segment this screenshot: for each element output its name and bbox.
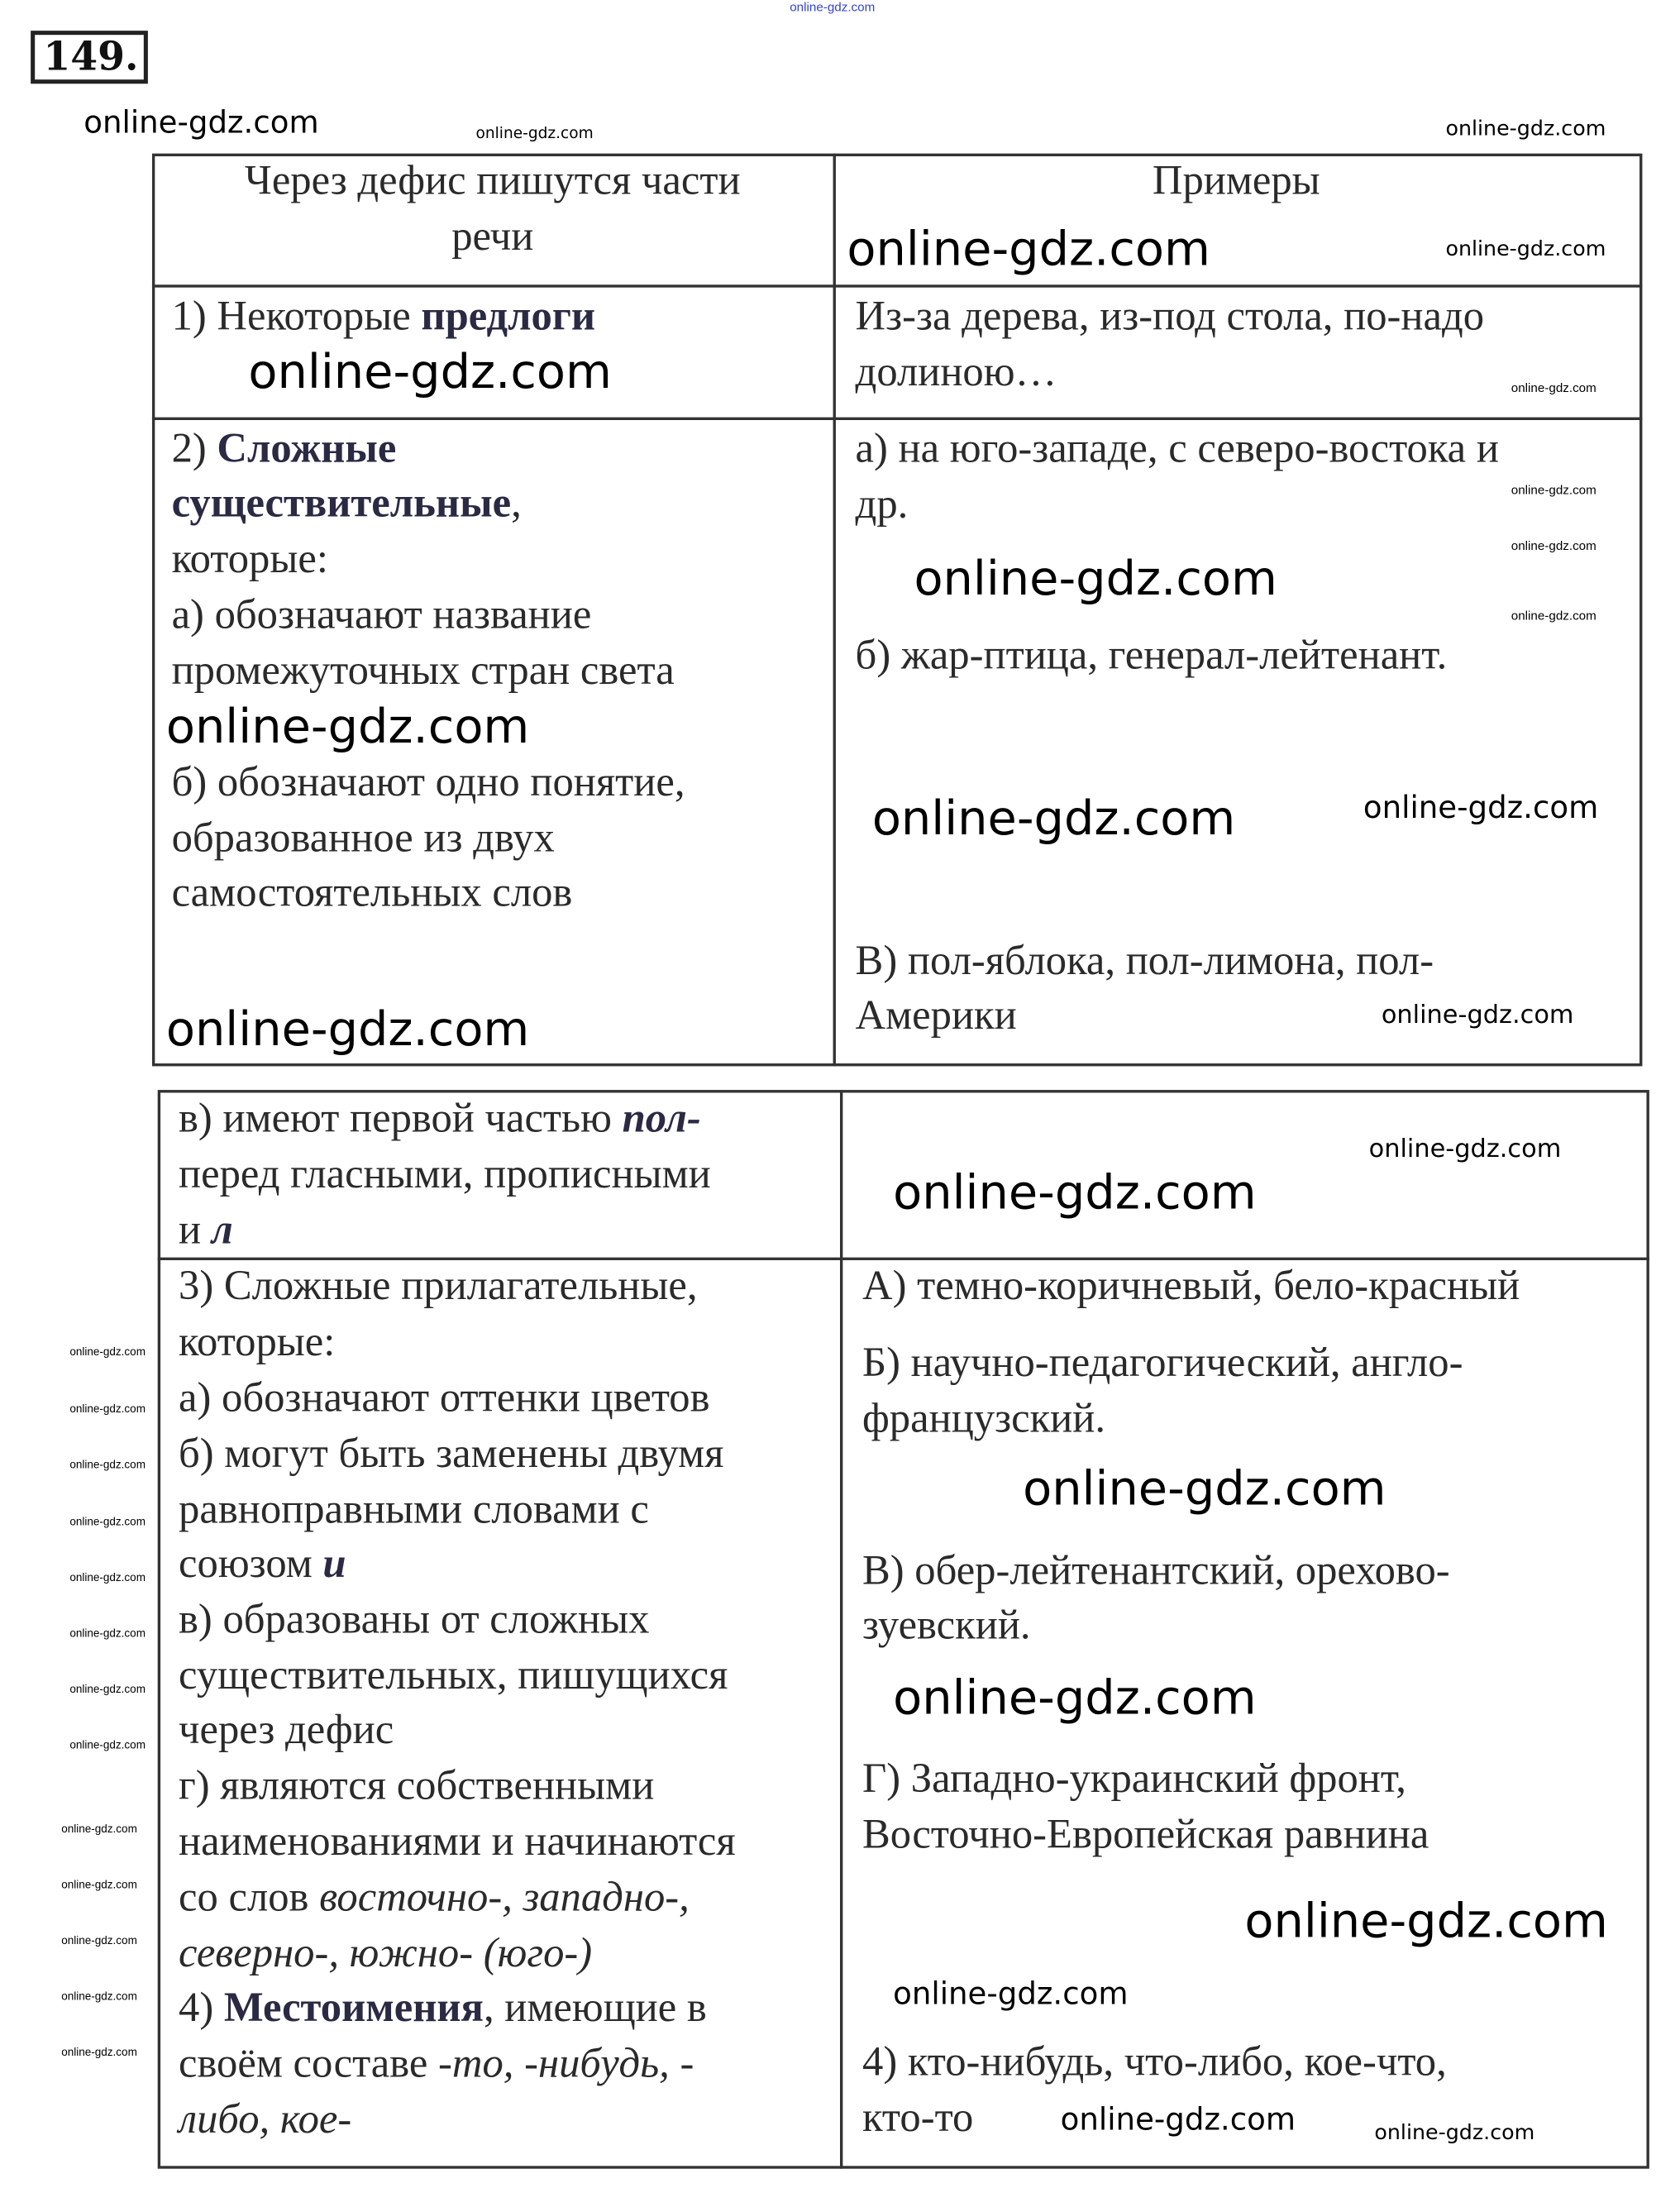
bold-term: предлоги	[421, 293, 596, 340]
text-segment: б) жар-птица, генерал-лейтенант.	[855, 632, 1448, 679]
row-4-left-line	[179, 1983, 707, 2033]
bold-term: существительные	[171, 480, 512, 527]
text-segment: ,	[511, 480, 522, 527]
watermark: online-gdz.com	[1511, 537, 1596, 552]
watermark: online-gdz.com	[69, 1516, 146, 1529]
text-segment: а) обозначают название	[171, 591, 592, 638]
row-4-left-line	[179, 1705, 394, 1756]
watermark: online-gdz.com	[1374, 2119, 1535, 2145]
row-4-left-line	[179, 1317, 335, 1368]
text-segment: Из-за дерева, из-под стола, по-надо	[855, 293, 1485, 340]
row-3-left-line	[179, 1206, 233, 1256]
row-4-left-line	[179, 1595, 649, 1646]
header-left-line: Через дефис пишутся части	[244, 157, 741, 204]
row-1-right-line	[856, 347, 1057, 398]
row-4-right-line	[862, 1339, 1463, 1389]
watermark: online-gdz.com	[69, 1627, 146, 1641]
watermark: online-gdz.com	[1381, 1001, 1574, 1030]
text-segment: 2)	[171, 425, 217, 472]
text-segment: А) темно-коричневый, бело-красный	[861, 1263, 1520, 1310]
row-3-left-line	[179, 1094, 701, 1144]
text-segment: французский.	[861, 1395, 1106, 1442]
text-segment: которые:	[171, 536, 328, 582]
watermark: online-gdz.com	[61, 1934, 137, 1947]
table-1-row-divider	[152, 418, 1642, 420]
bold-term: пол-	[622, 1095, 701, 1142]
text-segment: др.	[855, 481, 909, 528]
row-2-left-line	[172, 757, 685, 808]
text-segment: существительных, пишущихся	[179, 1652, 728, 1698]
bold-term: Сложные	[217, 425, 397, 472]
watermark: online-gdz.com	[69, 1739, 146, 1752]
watermark: online-gdz.com	[69, 1402, 146, 1416]
watermark: online-gdz.com	[871, 791, 1236, 847]
row-2-right-line	[856, 631, 1448, 681]
bold-term: л	[211, 1206, 233, 1254]
watermark: online-gdz.com	[1511, 482, 1596, 497]
row-3-left-line	[179, 1150, 711, 1201]
watermark: online-gdz.com	[1060, 2103, 1296, 2138]
watermark: online-gdz.com	[61, 1990, 137, 2004]
row-1-right-line	[856, 292, 1484, 342]
watermark: online-gdz.com	[893, 1164, 1257, 1221]
row-4-left-line	[179, 2095, 351, 2145]
watermark: online-gdz.com	[84, 105, 319, 141]
text-segment: 1) Некоторые	[171, 293, 422, 340]
row-4-right-line	[862, 1810, 1429, 1861]
watermark: online-gdz.com	[61, 1878, 137, 1892]
watermark: online-gdz.com	[790, 0, 876, 14]
row-4-left-line	[179, 1873, 690, 1923]
watermark: online-gdz.com	[69, 1458, 146, 1472]
row-4-left-line	[179, 1817, 736, 1867]
text-segment: со слов	[179, 1874, 320, 1921]
table-2-column-divider	[840, 1090, 842, 2169]
text-segment: б) могут быть заменены двумя	[179, 1430, 724, 1477]
watermark: online-gdz.com	[61, 1823, 137, 1836]
row-4-left-line	[179, 1262, 698, 1312]
watermark: online-gdz.com	[69, 1683, 146, 1696]
row-2-left-line	[172, 868, 573, 919]
watermark: online-gdz.com	[475, 124, 594, 143]
text-segment: которые:	[179, 1318, 336, 1365]
text-segment: зуевский.	[861, 1602, 1031, 1649]
text-segment: в) имеют первой частью	[179, 1095, 623, 1142]
header-right-line: Примеры	[1152, 157, 1320, 204]
text-segment: Америки	[855, 991, 1017, 1039]
text-segment: кто-то	[861, 2095, 974, 2141]
italic-term: восточно-, западно-,	[319, 1874, 690, 1921]
text-segment: своём составе	[179, 2040, 439, 2087]
row-2-right-line	[856, 424, 1499, 475]
text-segment: , имеющие в	[483, 1984, 707, 2031]
italic-term: северно-, южно- (юго-)	[179, 1930, 593, 1976]
text-segment: Восточно-Европейская равнина	[861, 1811, 1429, 1858]
row-4-left-line	[179, 1373, 709, 1424]
text-segment: долиною…	[855, 348, 1057, 395]
watermark: online-gdz.com	[1244, 1893, 1608, 1950]
row-2-right-line	[856, 991, 1017, 1041]
row-4-right-line	[862, 1754, 1406, 1804]
text-segment: и	[179, 1206, 212, 1254]
text-segment: перед гласными, прописными	[179, 1151, 711, 1198]
row-4-left-line	[179, 1928, 592, 1979]
row-4-left-line	[179, 1651, 728, 1702]
row-4-right-line	[862, 1546, 1450, 1597]
row-4-right-line	[862, 1394, 1105, 1445]
row-2-right-line	[856, 480, 909, 531]
text-segment: В) пол-яблока, пол-лимона, пол-	[855, 938, 1434, 984]
watermark: online-gdz.com	[1511, 608, 1596, 623]
text-segment: образованное из двух	[171, 815, 555, 862]
watermark: online-gdz.com	[69, 1345, 146, 1359]
text-segment: через дефис	[179, 1707, 394, 1753]
text-segment: промежуточных стран света	[171, 647, 675, 694]
text-segment: 4)	[179, 1984, 224, 2031]
watermark: online-gdz.com	[914, 550, 1277, 607]
watermark: online-gdz.com	[61, 2046, 137, 2059]
row-2-left-line	[172, 646, 675, 696]
watermark: online-gdz.com	[1511, 380, 1596, 394]
watermark: online-gdz.com	[248, 344, 612, 400]
bold-term: Местоимения	[223, 1984, 484, 2031]
row-2-left-line	[172, 534, 328, 585]
text-segment: г) являются собственными	[179, 1762, 655, 1809]
row-4-left-line	[179, 2039, 694, 2090]
text-segment: а) на юго-западе, с северо-востока и	[855, 425, 1499, 472]
row-4-right-line	[862, 1601, 1031, 1651]
row-2-left-line	[172, 479, 522, 529]
text-segment: 4) кто-нибудь, что-либо, кое-что,	[861, 2038, 1447, 2085]
row-4-right-line	[862, 2094, 973, 2144]
table-1-column-divider	[833, 154, 836, 1067]
row-4-left-line	[179, 1540, 346, 1590]
text-segment: а) обозначают оттенки цветов	[179, 1374, 710, 1421]
row-4-left-line	[179, 1429, 723, 1479]
row-1-left-line	[172, 292, 595, 342]
bold-term: и	[322, 1541, 346, 1587]
text-segment: союзом	[179, 1541, 323, 1587]
watermark: online-gdz.com	[165, 1001, 530, 1058]
text-segment: 3) Сложные прилагательные,	[179, 1263, 698, 1310]
watermark: online-gdz.com	[69, 1571, 146, 1584]
row-2-left-line	[172, 814, 555, 864]
text-segment: Б) научно-педагогический, англо-	[861, 1340, 1463, 1386]
row-2-right-line	[856, 936, 1434, 987]
text-segment: Г) Западно-украинский фронт,	[861, 1756, 1406, 1802]
italic-term: либо, кое-	[179, 2095, 352, 2143]
watermark: online-gdz.com	[1445, 116, 1606, 141]
header-left-line: речи	[451, 213, 534, 260]
watermark: online-gdz.com	[847, 221, 1210, 278]
watermark: online-gdz.com	[1363, 791, 1599, 826]
text-segment: В) обер-лейтенантский, орехово-	[861, 1547, 1450, 1594]
table-2-row-divider	[158, 1258, 1649, 1260]
watermark: online-gdz.com	[893, 1670, 1257, 1726]
row-4-right-line	[862, 1262, 1520, 1312]
text-segment: наименованиями и начинаются	[179, 1818, 736, 1865]
watermark: online-gdz.com	[165, 698, 530, 755]
row-2-left-line	[172, 424, 397, 475]
text-segment: равноправными словами с	[179, 1486, 649, 1533]
watermark: online-gdz.com	[1368, 1135, 1562, 1164]
italic-term: -то, -нибудь, -	[438, 2040, 694, 2087]
exercise-number: 149.	[31, 31, 148, 84]
watermark: online-gdz.com	[893, 1977, 1129, 2013]
text-segment: б) обозначают одно понятие,	[171, 759, 685, 805]
table-1-row-divider	[152, 284, 1642, 287]
row-4-left-line	[179, 1485, 649, 1536]
text-segment: самостоятельных слов	[171, 869, 573, 916]
row-2-left-line	[172, 590, 592, 641]
watermark: online-gdz.com	[1023, 1460, 1386, 1517]
row-4-left-line	[179, 1761, 654, 1812]
text-segment: в) образованы от сложных	[179, 1596, 650, 1643]
watermark: online-gdz.com	[1445, 236, 1606, 261]
row-4-right-line	[862, 2038, 1447, 2088]
